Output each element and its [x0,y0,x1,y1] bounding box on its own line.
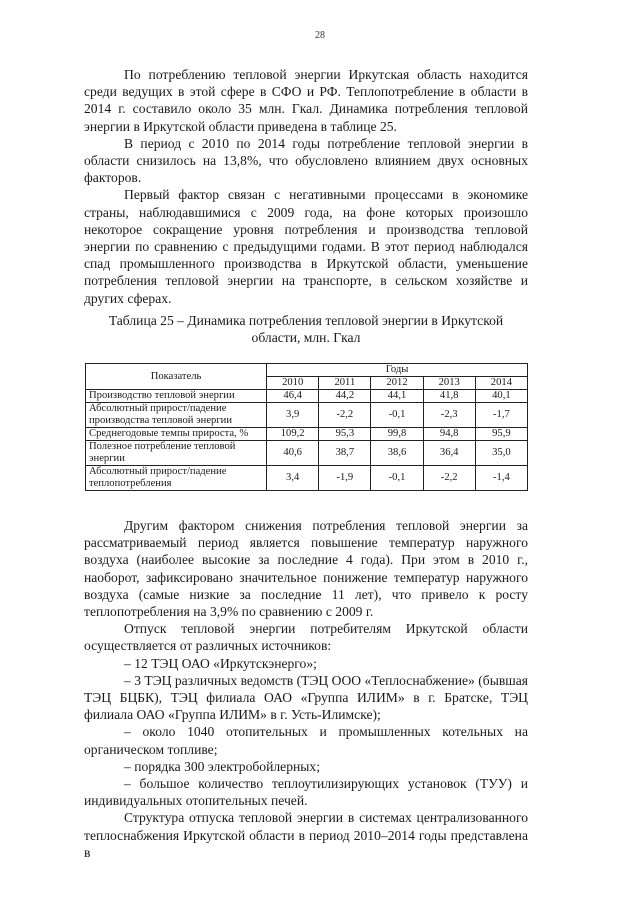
table-caption: Таблица 25 – Динамика потребления тепловой энергии в Иркутской области, млн. Гкал [108,313,504,346]
cell-value: 41,8 [423,390,475,403]
cell-value: 44,1 [371,390,423,403]
list-item: – порядка 300 электробойлерных; [124,758,320,774]
paragraph: Первый фактор связан с негативными процессами в экономике страны, наблюдавшимися с 2009 года, на фоне которых произошло некоторое сокращение уровня потребления и производства тепловой энергии по сравнению с предыдущими годами. В этот период наблюдался спад промышленного производства в Иркутской области, уменьшение потребления тепловой энергии на транспорте, в сельском хозяйстве и других сферах. [84,187,528,306]
cell-value: 95,9 [475,428,527,441]
row-label: Абсолютный прирост/падение теплопотребления [86,466,267,491]
paragraph: Структура отпуска тепловой энергии в системах централизованного теплоснабжения Иркутской области в период 2010–2014 годы представлена в [84,810,528,860]
list-item: – 12 ТЭЦ ОАО «Иркутскэнерго»; [124,655,317,671]
cell-value: -2,2 [423,466,475,491]
year-header: 2013 [423,377,475,390]
year-header: 2014 [475,377,527,390]
cell-value: -1,7 [475,403,527,428]
cell-value: 44,2 [319,390,371,403]
cell-value: 94,8 [423,428,475,441]
table-row [86,466,528,491]
cell-value: -1,9 [319,466,371,491]
table-row [86,441,528,466]
year-header: 2012 [371,377,423,390]
list-item: – большое количество теплоутилизирующих установок (ТУУ) и индивидуальных отопительных печей. [84,776,528,809]
row-label: Абсолютный прирост/падение производства тепловой энергии [86,403,267,428]
list-item: – около 1040 отопительных и промышленных котельных на органическом топливе; [84,724,528,757]
paragraph: Отпуск тепловой энергии потребителям Иркутской области осуществляется от различных источников: [84,621,528,654]
paragraph: Другим фактором снижения потребления тепловой энергии за рассматриваемый период является повышение температур наружного воздуха (наиболее высокие за последние 4 года). При этом в 2010 г., наоборот, зафиксировано значительное понижение температур наружного воздуха (самые низкие за последние 11 лет), что привело к росту теплопотребления на 3,9% по сравнению с 2009 г. [84,518,528,620]
row-label: Среднегодовые темпы прироста, % [86,428,267,441]
cell-value: 38,7 [319,441,371,466]
year-header: 2011 [319,377,371,390]
cell-value: 3,9 [267,403,319,428]
cell-value: 35,0 [475,441,527,466]
cell-value: -0,1 [371,466,423,491]
page-number: 28 [315,30,325,41]
row-label: Производство тепловой энергии [86,390,267,403]
cell-value: 46,4 [267,390,319,403]
cell-value: 95,3 [319,428,371,441]
cell-value: 40,6 [267,441,319,466]
body-text-bottom [84,517,528,861]
cell-value: 36,4 [423,441,475,466]
cell-value: -2,3 [423,403,475,428]
consumption-table [85,363,528,491]
table-row [86,390,528,403]
cell-value: 99,8 [371,428,423,441]
table-row [86,428,528,441]
row-label: Полезное потребление тепловой энергии [86,441,267,466]
cell-value: 38,6 [371,441,423,466]
cell-value: 3,4 [267,466,319,491]
cell-value: -0,1 [371,403,423,428]
data-table-container [85,363,528,491]
list-item: – 3 ТЭЦ различных ведомств (ТЭЦ ООО «Теплоснабжение» (бывшая ТЭЦ БЦБК), ТЭЦ филиала ОАО «Группа ИЛИМ» в г. Братске, ТЭЦ филиала ОАО «Группа ИЛИМ» в г. Усть-Илимске); [84,672,528,723]
cell-value: -2,2 [319,403,371,428]
table-row [86,403,528,428]
body-text-top [84,66,528,307]
year-header: 2010 [267,377,319,390]
cell-value: 40,1 [475,390,527,403]
header-years: Годы [267,364,528,377]
cell-value: -1,4 [475,466,527,491]
cell-value: 109,2 [267,428,319,441]
paragraph: В период с 2010 по 2014 годы потребление тепловой энергии в области снизилось на 13,8%, что обусловлено влиянием двух основных факторов. [84,135,528,186]
paragraph: По потреблению тепловой энергии Иркутская область находится среди ведущих в этой сфере в СФО и РФ. Теплопотребление в области в 2014 г. составило около 35 млн. Гкал. Динамика потребления тепловой энергии в Иркутской области приведена в таблице 25. [84,67,528,134]
header-indicator: Показатель [86,364,267,390]
